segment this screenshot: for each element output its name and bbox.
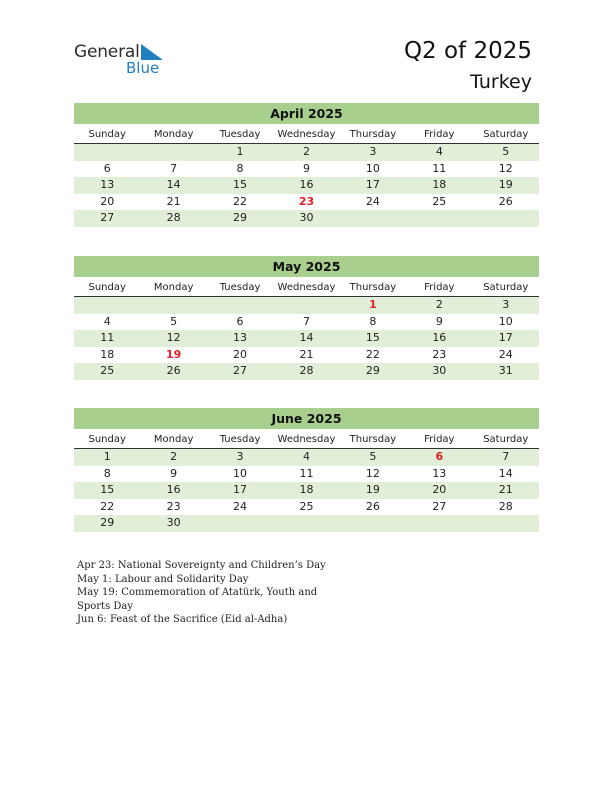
holiday-note: May 1: Labour and Solidarity Day bbox=[77, 573, 249, 585]
day-cell: 16 bbox=[299, 178, 314, 191]
holiday-note: Apr 23: National Sovereignty and Children’s Day bbox=[77, 560, 326, 571]
day-cell: 26 bbox=[365, 499, 380, 513]
week-row bbox=[74, 314, 539, 331]
day-cell: 8 bbox=[103, 466, 111, 480]
week-row bbox=[74, 330, 539, 347]
week-row bbox=[74, 515, 539, 532]
brand-general-text: General bbox=[74, 42, 140, 62]
month-calendar bbox=[74, 103, 539, 227]
day-cell: 6 bbox=[103, 161, 111, 175]
day-cell: 10 bbox=[498, 314, 513, 328]
holiday-notes bbox=[77, 559, 347, 627]
day-cell: 2 bbox=[170, 450, 178, 463]
day-cell: 26 bbox=[166, 364, 181, 377]
day-cell bbox=[207, 515, 273, 532]
month-title: April 2025 bbox=[74, 103, 539, 124]
day-cell: 9 bbox=[302, 161, 310, 175]
day-cell: 24 bbox=[365, 194, 380, 208]
day-cell: 27 bbox=[100, 211, 115, 224]
day-cell: 18 bbox=[432, 178, 447, 191]
day-cell: 28 bbox=[299, 364, 314, 377]
weekday-label: Thursday bbox=[349, 282, 397, 293]
day-cell: 11 bbox=[432, 161, 447, 175]
day-cell: 20 bbox=[233, 347, 248, 361]
holiday-day-cell: 6 bbox=[435, 450, 444, 463]
day-cell: 18 bbox=[100, 347, 115, 361]
day-cell: 17 bbox=[365, 178, 380, 191]
day-cell bbox=[340, 210, 406, 227]
day-cell: 4 bbox=[103, 314, 111, 328]
week-row bbox=[74, 347, 539, 364]
day-cell: 8 bbox=[369, 314, 377, 328]
holiday-day-cell: 23 bbox=[298, 194, 315, 208]
weekday-label: Thursday bbox=[349, 129, 397, 140]
weekday-label: Friday bbox=[424, 434, 455, 445]
day-cell: 23 bbox=[432, 347, 447, 361]
week-row bbox=[74, 144, 539, 161]
day-cell bbox=[473, 210, 539, 227]
day-cell: 15 bbox=[233, 178, 248, 191]
weekday-label: Thursday bbox=[349, 434, 397, 445]
day-cell: 27 bbox=[432, 499, 447, 513]
day-cell: 14 bbox=[166, 178, 181, 191]
weekday-label: Wednesday bbox=[277, 282, 336, 293]
weekday-label: Saturday bbox=[483, 129, 529, 140]
day-cell: 15 bbox=[100, 483, 115, 496]
day-cell: 1 bbox=[236, 145, 244, 158]
week-row bbox=[74, 161, 539, 178]
country-name: Turkey bbox=[470, 71, 532, 93]
week-row bbox=[74, 499, 539, 516]
day-cell bbox=[207, 297, 273, 314]
day-cell: 18 bbox=[299, 483, 314, 496]
day-cell: 14 bbox=[299, 331, 314, 344]
day-cell: 15 bbox=[365, 331, 380, 344]
week-row bbox=[74, 363, 539, 380]
day-cell bbox=[340, 515, 406, 532]
weekday-label: Wednesday bbox=[277, 129, 336, 140]
day-cell: 20 bbox=[432, 483, 447, 496]
day-cell: 11 bbox=[299, 466, 314, 480]
day-cell: 25 bbox=[100, 364, 115, 377]
day-cell: 5 bbox=[170, 314, 178, 328]
day-cell: 7 bbox=[502, 450, 510, 463]
day-cell bbox=[140, 144, 206, 161]
day-cell: 17 bbox=[498, 331, 513, 344]
brand-logo bbox=[74, 42, 174, 78]
day-cell: 2 bbox=[435, 298, 443, 311]
day-cell: 10 bbox=[233, 466, 248, 480]
day-cell: 3 bbox=[502, 298, 510, 311]
month-calendar bbox=[74, 408, 539, 532]
day-cell: 25 bbox=[299, 499, 314, 513]
day-cell: 24 bbox=[233, 499, 248, 513]
day-cell: 22 bbox=[365, 347, 380, 361]
day-cell: 7 bbox=[170, 161, 178, 175]
day-cell: 12 bbox=[498, 161, 513, 175]
day-cell: 30 bbox=[432, 364, 447, 377]
weekday-label: Tuesday bbox=[219, 434, 261, 445]
day-cell: 7 bbox=[302, 314, 310, 328]
day-cell: 21 bbox=[166, 194, 181, 208]
weekday-label: Monday bbox=[153, 282, 194, 293]
day-cell: 13 bbox=[100, 178, 115, 191]
day-cell bbox=[74, 297, 140, 314]
day-cell: 12 bbox=[166, 331, 181, 344]
week-row bbox=[74, 297, 539, 314]
day-cell: 19 bbox=[498, 178, 513, 191]
week-row bbox=[74, 466, 539, 483]
day-cell: 22 bbox=[100, 499, 115, 513]
day-cell: 31 bbox=[498, 364, 513, 377]
holiday-note: Jun 6: Feast of the Sacrifice (Eid al-Adha) bbox=[77, 614, 288, 625]
day-cell bbox=[406, 210, 472, 227]
day-cell: 4 bbox=[302, 450, 310, 463]
weekday-label: Sunday bbox=[88, 282, 126, 293]
month-title: June 2025 bbox=[74, 408, 539, 429]
weekday-header-row bbox=[74, 431, 539, 449]
day-cell: 4 bbox=[435, 145, 443, 158]
day-cell: 8 bbox=[236, 161, 244, 175]
day-cell: 28 bbox=[166, 211, 181, 224]
month-calendar bbox=[74, 256, 539, 380]
week-row bbox=[74, 194, 539, 211]
day-cell bbox=[74, 144, 140, 161]
day-cell: 12 bbox=[365, 466, 380, 480]
day-cell: 11 bbox=[100, 331, 115, 344]
day-cell: 21 bbox=[299, 347, 314, 361]
weekday-label: Monday bbox=[153, 129, 194, 140]
weekday-label: Tuesday bbox=[219, 129, 261, 140]
day-cell: 24 bbox=[498, 347, 513, 361]
day-cell: 9 bbox=[435, 314, 443, 328]
day-cell: 22 bbox=[233, 194, 248, 208]
holiday-note: May 19: Commemoration of Atatürk, Youth and Sports Day bbox=[77, 587, 318, 612]
day-cell: 1 bbox=[103, 450, 111, 463]
day-cell: 30 bbox=[166, 516, 181, 529]
day-cell: 27 bbox=[233, 364, 248, 377]
week-row bbox=[74, 449, 539, 466]
day-cell: 2 bbox=[302, 145, 310, 158]
day-cell: 26 bbox=[498, 194, 513, 208]
weekday-label: Sunday bbox=[88, 129, 126, 140]
week-row bbox=[74, 210, 539, 227]
month-title: May 2025 bbox=[74, 256, 539, 277]
brand-blue-text: Blue bbox=[126, 59, 160, 77]
day-cell: 16 bbox=[166, 483, 181, 496]
weekday-label: Sunday bbox=[88, 434, 126, 445]
week-row bbox=[74, 482, 539, 499]
holiday-day-cell: 1 bbox=[369, 298, 377, 311]
day-cell: 20 bbox=[100, 194, 115, 208]
logo-triangle-icon bbox=[141, 44, 163, 60]
weekday-label: Wednesday bbox=[277, 434, 336, 445]
day-cell bbox=[273, 297, 339, 314]
day-cell: 17 bbox=[233, 483, 248, 496]
weekday-header-row bbox=[74, 279, 539, 297]
day-cell: 5 bbox=[369, 450, 377, 463]
day-cell bbox=[406, 515, 472, 532]
day-cell: 13 bbox=[233, 331, 248, 344]
day-cell: 25 bbox=[432, 194, 447, 208]
day-cell: 3 bbox=[236, 450, 244, 463]
day-cell: 13 bbox=[432, 466, 447, 480]
day-cell: 6 bbox=[236, 314, 244, 328]
day-cell: 23 bbox=[166, 499, 181, 513]
weekday-label: Tuesday bbox=[219, 282, 261, 293]
day-cell: 29 bbox=[365, 364, 380, 377]
day-cell: 5 bbox=[502, 145, 510, 158]
weekday-header-row bbox=[74, 126, 539, 144]
day-cell: 29 bbox=[100, 516, 115, 529]
day-cell: 14 bbox=[498, 466, 513, 480]
weekday-label: Saturday bbox=[483, 282, 529, 293]
week-row bbox=[74, 177, 539, 194]
holiday-day-cell: 19 bbox=[165, 347, 182, 361]
page-title: Q2 of 2025 bbox=[403, 38, 532, 64]
day-cell: 10 bbox=[365, 161, 380, 175]
day-cell: 29 bbox=[233, 211, 248, 224]
day-cell: 21 bbox=[498, 483, 513, 496]
weekday-label: Friday bbox=[424, 129, 455, 140]
day-cell bbox=[473, 515, 539, 532]
weekday-label: Friday bbox=[424, 282, 455, 293]
day-cell: 19 bbox=[365, 483, 380, 496]
day-cell bbox=[273, 515, 339, 532]
day-cell bbox=[140, 297, 206, 314]
day-cell: 9 bbox=[170, 466, 178, 480]
weekday-label: Monday bbox=[153, 434, 194, 445]
day-cell: 3 bbox=[369, 145, 377, 158]
day-cell: 16 bbox=[432, 331, 447, 344]
day-cell: 30 bbox=[299, 211, 314, 224]
day-cell: 28 bbox=[498, 499, 513, 513]
weekday-label: Saturday bbox=[483, 434, 529, 445]
